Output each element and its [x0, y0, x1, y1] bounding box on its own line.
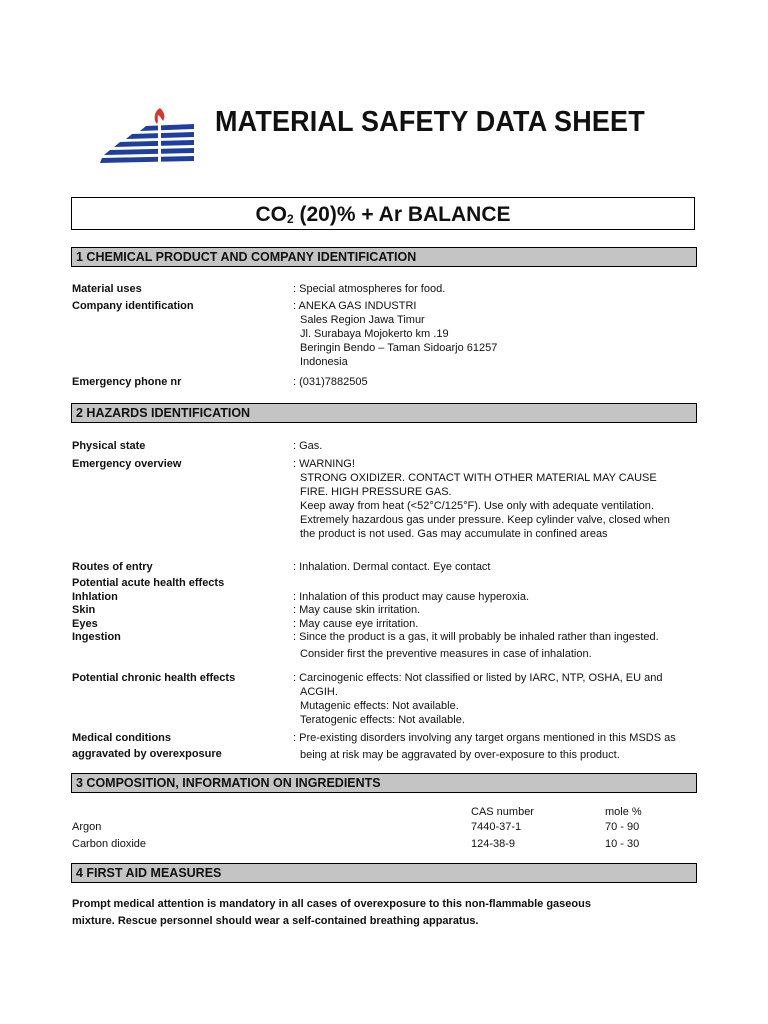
company-line-2: Sales Region Jawa Timur [300, 314, 425, 326]
physical-state-value: : Gas. [293, 440, 323, 452]
material-uses-value: : Special atmospheres for food. [293, 283, 446, 295]
ingredient-name: Argon [72, 821, 102, 833]
chronic-effects-label: Potential chronic health effects [72, 672, 236, 684]
company-address [300, 313, 497, 369]
inhalation-value: : Inhalation of this product may cause hyperoxia. [293, 591, 530, 603]
chronic-line-4: Teratogenic effects: Not available. [300, 714, 465, 726]
routes-of-entry-label: Routes of entry [72, 561, 153, 573]
acute-effects-label: Potential acute health effects [72, 577, 225, 589]
document-title: MATERIAL SAFETY DATA SHEET [215, 106, 645, 138]
company-line-5: Indonesia [300, 356, 348, 368]
chronic-line-3: Mutagenic effects: Not available. [300, 700, 459, 712]
inhalation-label: Inhlation [72, 591, 118, 603]
emergency-line-1: : WARNING! [293, 458, 355, 470]
company-line-4: Beringin Bendo – Taman Sidoarjo 61257 [300, 342, 498, 354]
section3-heading: 3 COMPOSITION, INFORMATION ON INGREDIENTS [71, 773, 697, 793]
ingredient-name: Carbon dioxide [72, 838, 146, 850]
medical-value-2: being at risk may be aggravated by over-exposure to this product. [300, 749, 620, 761]
product-name-box [71, 197, 695, 230]
emergency-line-2: STRONG OXIDIZER. CONTACT WITH OTHER MATERIAL MAY CAUSE [300, 472, 657, 484]
cas-number-header: CAS number [471, 806, 534, 818]
section1-heading: 1 CHEMICAL PRODUCT AND COMPANY IDENTIFICATION [71, 247, 697, 267]
company-logo [100, 104, 196, 168]
ingestion-value: : Since the product is a gas, it will probably be inhaled rather than ingested. [293, 631, 659, 643]
first-aid-line-2: mixture. Rescue personnel should wear a self-contained breathing apparatus. [72, 914, 479, 927]
section2-heading: 2 HAZARDS IDENTIFICATION [71, 403, 697, 423]
product-name-rest: (20)% + Ar BALANCE [293, 203, 511, 226]
skin-label: Skin [72, 604, 96, 616]
product-name-subscript: 2 [286, 212, 294, 226]
company-line-1: : ANEKA GAS INDUSTRI [293, 300, 417, 312]
ingestion-label: Ingestion [72, 631, 121, 643]
chronic-line-1: : Carcinogenic effects: Not classified or listed by IARC, NTP, OSHA, EU and [293, 672, 663, 684]
emergency-line-3: FIRE. HIGH PRESSURE GAS. [300, 486, 452, 498]
ingredient-mole: 70 - 90 [605, 821, 640, 833]
eyes-value: : May cause eye irritation. [293, 618, 419, 630]
physical-state-label: Physical state [72, 440, 146, 452]
mole-percent-header: mole % [605, 806, 642, 818]
skin-value: : May cause skin irritation. [293, 604, 421, 616]
eyes-label: Eyes [72, 618, 98, 630]
emergency-overview-label: Emergency overview [72, 458, 182, 470]
emergency-overview-text [300, 471, 670, 541]
ingestion-value-2: Consider first the preventive measures in case of inhalation. [300, 648, 592, 660]
product-name-prefix: CO [255, 203, 287, 226]
section4-heading: 4 FIRST AID MEASURES [71, 863, 697, 883]
company-identification-label: Company identification [72, 300, 194, 312]
medical-conditions-label: Medical conditions [72, 732, 172, 744]
material-uses-label: Material uses [72, 283, 142, 295]
emergency-phone-label: Emergency phone nr [72, 376, 182, 388]
logo-flame-icon [155, 108, 165, 124]
ingredient-cas: 7440-37-1 [471, 821, 522, 833]
routes-of-entry-value: : Inhalation. Dermal contact. Eye contact [293, 561, 491, 573]
company-line-3: Jl. Surabaya Mojokerto km .19 [300, 328, 449, 340]
emergency-phone-value: : (031)7882505 [293, 376, 368, 388]
ingredient-cas: 124-38-9 [471, 838, 516, 850]
emergency-line-4: Keep away from heat (<52°C/125°F). Use only with adequate ventilation. [300, 500, 654, 512]
medical-value-1: : Pre-existing disorders involving any target organs mentioned in this MSDS as [293, 732, 676, 744]
chronic-line-2: ACGIH. [300, 686, 338, 698]
aggravated-label: aggravated by overexposure [72, 748, 222, 760]
emergency-line-5: Extremely hazardous gas under pressure. Keep cylinder valve, closed when [300, 514, 670, 526]
chronic-effects-text [300, 685, 465, 727]
emergency-line-6: the product is not used. Gas may accumulate in confined areas [300, 528, 608, 540]
ingredient-mole: 10 - 30 [605, 838, 640, 850]
first-aid-line-1: Prompt medical attention is mandatory in all cases of overexposure to this non-flammable gaseous [72, 898, 591, 910]
first-aid-paragraph [72, 896, 591, 929]
